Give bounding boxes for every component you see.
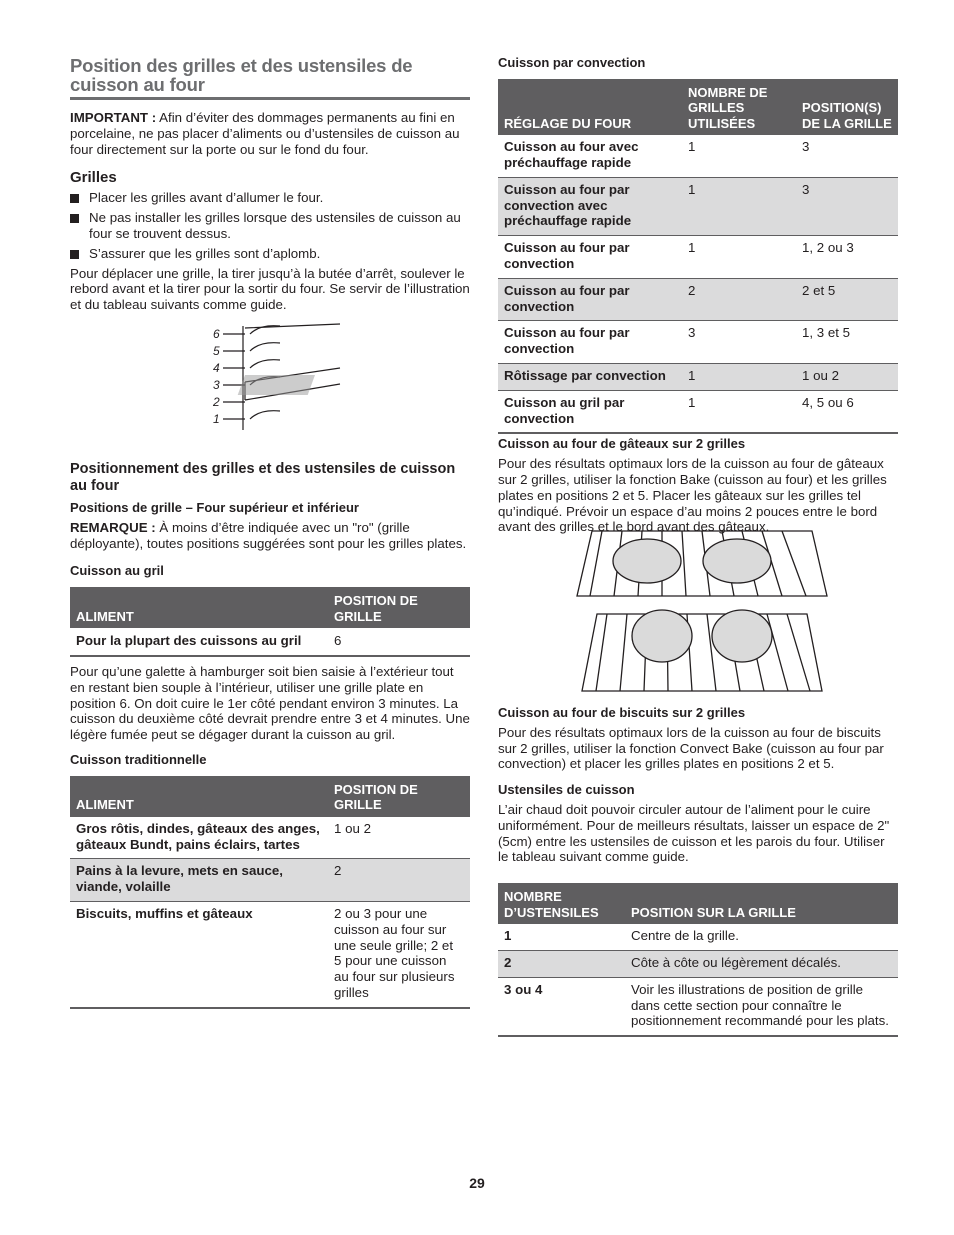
note <box>70 520 470 552</box>
ustensiles-heading: Ustensiles de cuisson <box>498 782 635 798</box>
gril-paragraph: Pour qu’une galette à hamburger soit bien saisie à l’extérieur tout en restant bien souple à l’intérieur, utiliser une grille plate en position 6. On doit cuire le 1er côté pendant environ 3 minutes. La cuisson du deuxième côté devrait prendre entre 3 et 4 minutes. Une légère fumée peut se dégager durant la cuisson au gril. <box>70 663 470 743</box>
convection-table <box>498 79 898 435</box>
table-row <box>498 278 898 321</box>
table-row <box>70 859 470 902</box>
cell: 1 ou 2 <box>796 364 898 391</box>
cell: Rôtissage par convection <box>498 364 682 391</box>
rack-label: 2 <box>213 395 220 409</box>
cell: 2 et 5 <box>796 278 898 321</box>
cell: Cuisson au four par convection <box>498 321 682 364</box>
table-row <box>70 901 470 1007</box>
cake-racks-illustration <box>572 526 832 698</box>
cell: 1 ou 2 <box>328 817 470 859</box>
cell: 2 <box>498 950 625 977</box>
rack-label: 5 <box>213 344 220 358</box>
cell: Biscuits, muffins et gâteaux <box>70 901 328 1007</box>
cell: 2 ou 3 pour une cuisson au four sur une seule grille; 2 et 5 pour une cuisson au four sur plusieurs grilles <box>328 901 470 1007</box>
list-item: Placer les grilles avant d’allumer le four. <box>70 190 470 206</box>
cell: 3 ou 4 <box>498 977 625 1036</box>
cell: 2 <box>328 859 470 902</box>
cell: 1 <box>682 236 796 279</box>
grilles-paragraph: Pour déplacer une grille, la tirer jusqu’à la butée d’arrêt, soulever le rebord avant et la tirer pour la sortir du four. Se servir de l’illustration et du tableau suivants comme guide. <box>70 265 470 313</box>
traditionnelle-table <box>70 776 470 1009</box>
cell: Cuisson au four avec préchauffage rapide <box>498 135 682 177</box>
rack-label: 4 <box>213 361 220 375</box>
positioning-subheading: Positions de grille – Four supérieur et inférieur <box>70 500 359 515</box>
column-header: POSITION SUR LA GRILLE <box>625 884 898 924</box>
cell: Cuisson au four par convection avec préchauffage rapide <box>498 177 682 235</box>
note-text: À moins d’être indiquée avec un "ro" (grille déployante), toutes positions suggérées sont pour les grilles plates. <box>70 519 467 551</box>
table-row <box>498 390 898 433</box>
column-header: NOMBRE DE GRILLES UTILISÉES <box>682 80 796 136</box>
right-lower <box>498 705 898 1037</box>
page-number: 29 <box>469 1175 485 1191</box>
note-label: REMARQUE : <box>70 519 156 535</box>
column-header: POSITION(S) DE LA GRILLE <box>796 80 898 136</box>
grilles-heading: Grilles <box>70 169 117 187</box>
table-row <box>498 924 898 950</box>
cell: 1 <box>682 390 796 433</box>
cell: Centre de la grille. <box>625 924 898 950</box>
rack-label: 3 <box>213 378 220 392</box>
cell: 1 <box>682 177 796 235</box>
cell: Cuisson au four par convection <box>498 236 682 279</box>
cell: Voir les illustrations de position de grille dans cette section pour connaître le positionnement recommandé pour les plats. <box>625 977 898 1036</box>
biscuits-paragraph: Pour des résultats optimaux lors de la cuisson au four de biscuits sur 2 grilles, utiliser la fonction Convect Bake (cuisson au four par convection) et placer les grilles plates en positions 2 et 5. <box>498 724 884 772</box>
gateaux-paragraph: Pour des résultats optimaux lors de la cuisson au four de gâteaux sur 2 grilles, utiliser la fonction Bake (cuisson au four) et les grilles plates en positions 2 et 5. Placer les gâteaux sur les grilles tel qu’indiqué. Prévoir un espace d’au moins 2 pouces entre le bord avant des grilles et le bord avant des gâteaux. <box>498 456 887 535</box>
cell: 1, 2 ou 3 <box>796 236 898 279</box>
cell: 1 <box>498 924 625 950</box>
table-row <box>70 817 470 859</box>
biscuits-heading: Cuisson au four de biscuits sur 2 grilles <box>498 705 746 720</box>
table-row <box>498 950 898 977</box>
gril-table <box>70 587 470 657</box>
convection-heading: Cuisson par convection <box>498 55 646 70</box>
left-column <box>70 56 470 319</box>
gril-heading: Cuisson au gril <box>70 563 164 579</box>
right-column <box>498 55 898 541</box>
rack-label: 6 <box>213 327 220 341</box>
cell: 3 <box>682 321 796 364</box>
column-header: NOMBRE D’USTENSILES <box>498 884 625 924</box>
table-row <box>498 364 898 391</box>
cell: 1 <box>682 364 796 391</box>
cell: Gros rôtis, dindes, gâteaux des anges, gâteaux Bundt, pains éclairs, tartes <box>70 817 328 859</box>
table-row <box>70 628 470 656</box>
gateaux-heading: Cuisson au four de gâteaux sur 2 grilles <box>498 436 746 452</box>
important-text: Afin d’éviter des dommages permanents au fini en porcelaine, ne pas placer d’aliments ou d’ustensiles de cuisson au four directement sur la porte ou sur le fond du four. <box>70 110 460 157</box>
cell: 1 <box>682 135 796 177</box>
cell: 3 <box>796 177 898 235</box>
column-header: ALIMENT <box>70 777 328 817</box>
column-header: ALIMENT <box>70 588 328 628</box>
list-item: S’assurer que les grilles sont d’aplomb. <box>70 246 470 262</box>
ustensiles-table <box>498 883 898 1037</box>
grilles-list <box>70 190 470 261</box>
rack-label: 1 <box>213 412 220 426</box>
cell: 3 <box>796 135 898 177</box>
page-title: Position des grilles et des ustensiles de cuisson au four <box>70 56 470 100</box>
table-row <box>498 321 898 364</box>
column-header: POSITION DE GRILLE <box>328 588 470 628</box>
cell: 1, 3 et 5 <box>796 321 898 364</box>
ustensiles-paragraph: L’air chaud doit pouvoir circuler autour de l’aliment pour le cuire uniformément. Pour de meilleurs résultats, laisser un espace de 2" (5cm) entre les ustensiles de cuisson et les parois du four. Utiliser le tableau suivant comme guide. <box>498 801 890 865</box>
important-note <box>70 110 470 157</box>
cell: Cuisson au gril par convection <box>498 390 682 433</box>
table-row <box>498 177 898 235</box>
table-row <box>498 236 898 279</box>
cell: Pour la plupart des cuissons au gril <box>70 628 328 656</box>
column-header: POSITION DE GRILLE <box>328 777 470 817</box>
cell: 4, 5 ou 6 <box>796 390 898 433</box>
cell: 6 <box>328 628 470 656</box>
cell: Pains à la levure, mets en sauce, viande, volaille <box>70 859 328 902</box>
list-item: Ne pas installer les grilles lorsque des ustensiles de cuisson au four se trouvent dessus. <box>70 210 470 242</box>
column-header: RÉGLAGE DU FOUR <box>498 80 682 136</box>
positioning-section <box>70 461 470 1009</box>
cell: Cuisson au four par convection <box>498 278 682 321</box>
rack-positions-illustration <box>205 320 345 430</box>
traditionnelle-heading: Cuisson traditionnelle <box>70 751 207 767</box>
important-label: IMPORTANT : <box>70 110 157 125</box>
positioning-heading: Positionnement des grilles et des ustensiles de cuisson au four <box>70 461 456 494</box>
cell: Côte à côte ou légèrement décalés. <box>625 950 898 977</box>
table-row <box>498 977 898 1036</box>
table-row <box>498 135 898 177</box>
cell: 2 <box>682 278 796 321</box>
